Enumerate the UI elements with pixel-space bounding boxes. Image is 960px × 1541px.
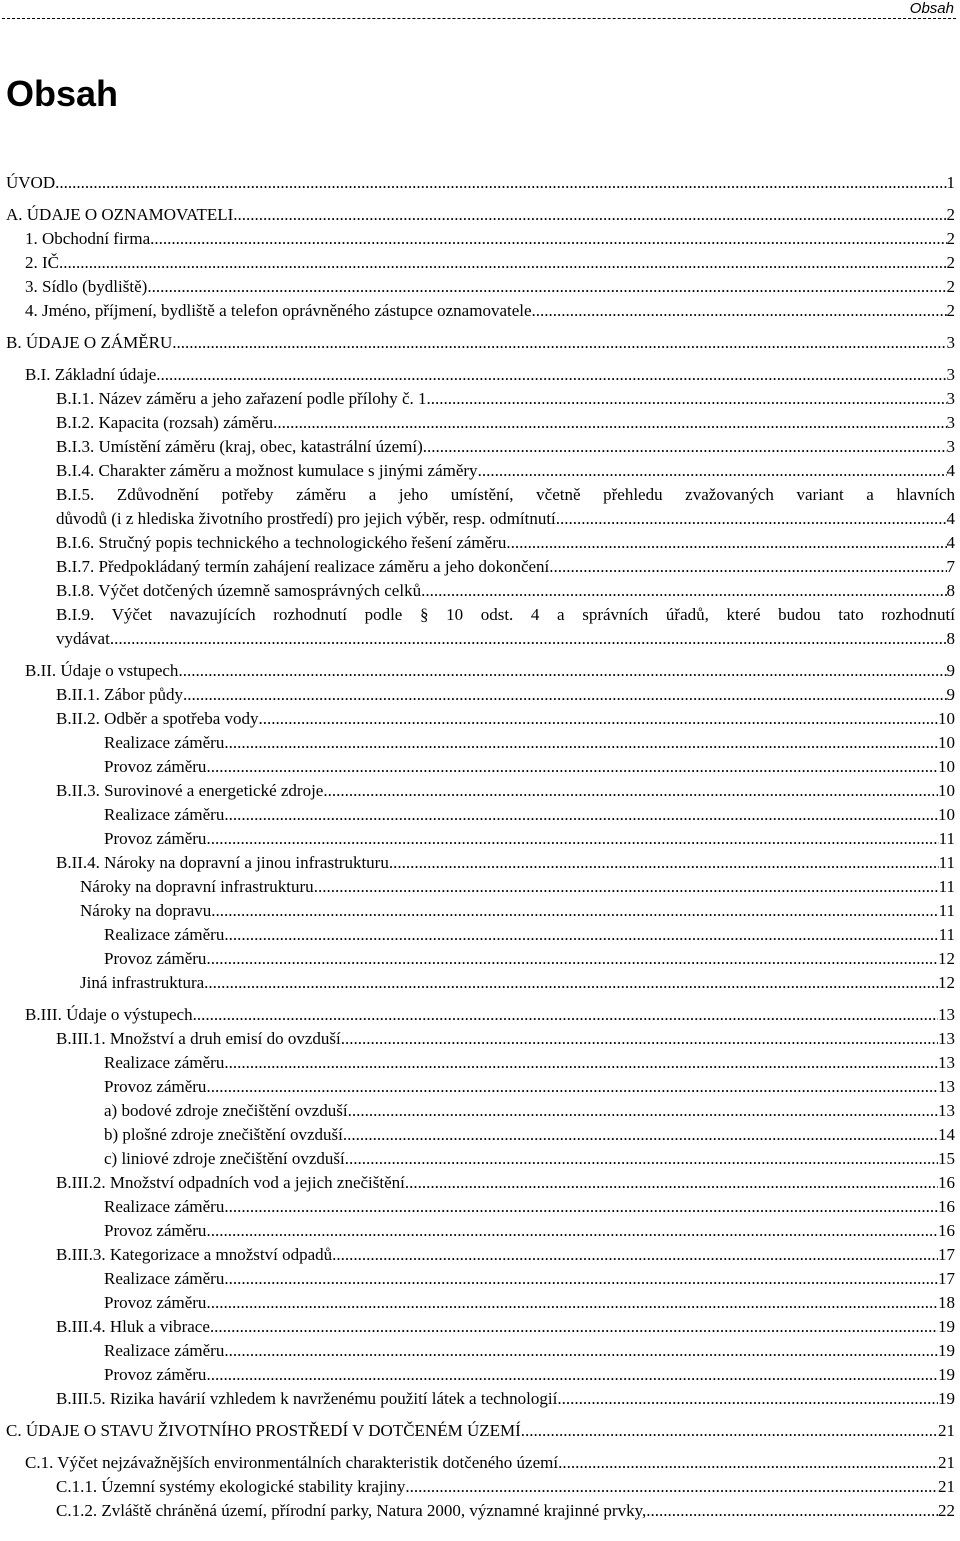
toc-dot-leader bbox=[210, 1315, 938, 1339]
toc-page-number: 11 bbox=[938, 853, 955, 872]
toc-dot-leader bbox=[314, 875, 939, 899]
toc-entry[interactable] bbox=[6, 875, 955, 899]
toc-entry-title: B.I.9. Výčet navazujících rozhodnutí podle § 10 odst. 4 a správních úřadů, které budou tato rozhodnutí bbox=[56, 605, 955, 624]
toc-page-number: 1 bbox=[946, 173, 955, 192]
toc-entry-title: A. ÚDAJE O OZNAMOVATELI bbox=[6, 205, 234, 224]
toc-entry[interactable] bbox=[6, 827, 955, 851]
toc-entry-title: Realizace záměru bbox=[104, 1197, 225, 1216]
toc-entry[interactable] bbox=[6, 923, 955, 947]
toc-entry-title: Provoz záměru bbox=[104, 1365, 207, 1384]
toc-entry-title: Nároky na dopravu bbox=[80, 901, 212, 920]
toc-page-number: 9 bbox=[946, 661, 955, 680]
toc-dot-leader bbox=[558, 1451, 938, 1475]
toc-page-number: 11 bbox=[938, 901, 955, 920]
toc-dot-leader bbox=[405, 1171, 938, 1195]
toc-entry[interactable] bbox=[6, 683, 955, 707]
toc-page-number: 19 bbox=[938, 1365, 955, 1384]
toc-dot-leader bbox=[147, 275, 946, 299]
toc-entry-title: Provoz záměru bbox=[104, 949, 207, 968]
toc-entry-title: B.III.3. Kategorizace a množství odpadů bbox=[56, 1245, 333, 1264]
toc-entry[interactable] bbox=[6, 1171, 955, 1195]
toc-dot-leader bbox=[348, 1099, 938, 1123]
toc-entry[interactable] bbox=[6, 971, 955, 995]
toc-dot-leader bbox=[156, 363, 946, 387]
toc-entry[interactable] bbox=[6, 171, 955, 195]
toc-entry-title: 4. Jméno, příjmení, bydliště a telefon oprávněného zástupce oznamovatele bbox=[25, 301, 532, 320]
toc-entry[interactable] bbox=[6, 1475, 955, 1499]
toc-page-number: 10 bbox=[938, 805, 955, 824]
toc-entry-title: Provoz záměru bbox=[104, 1077, 207, 1096]
toc-entry[interactable] bbox=[6, 755, 955, 779]
toc-page-number: 10 bbox=[938, 781, 955, 800]
toc-page-number: 16 bbox=[938, 1221, 955, 1240]
toc-entry-title: c) liniové zdroje znečištění ovzduší bbox=[104, 1149, 345, 1168]
toc-dot-leader bbox=[206, 1291, 938, 1315]
toc-page-number: 13 bbox=[938, 1101, 955, 1120]
toc-dot-leader bbox=[55, 171, 946, 195]
toc-entry-title: Provoz záměru bbox=[104, 1293, 207, 1312]
toc-entry[interactable] bbox=[6, 1075, 955, 1099]
toc-entry-title: Realizace záměru bbox=[104, 1341, 225, 1360]
toc-entry-title-continued: vydávat bbox=[56, 629, 110, 648]
toc-entry-title: C.1. Výčet nejzávažnějších environmentálních charakteristik dotčeného území bbox=[25, 1453, 559, 1472]
toc-dot-leader bbox=[521, 1419, 938, 1443]
toc-entry[interactable] bbox=[6, 1387, 955, 1411]
toc-entry[interactable] bbox=[6, 1003, 955, 1027]
toc-entry[interactable] bbox=[6, 1339, 955, 1363]
toc-dot-leader bbox=[59, 251, 947, 275]
toc-dot-leader bbox=[389, 851, 939, 875]
toc-page-number: 21 bbox=[938, 1453, 955, 1472]
header-rule bbox=[2, 18, 956, 19]
toc-entry-title: B.III.5. Rizika havárií vzhledem k navrženému použití látek a technologií bbox=[56, 1389, 558, 1408]
toc-dot-leader bbox=[646, 1499, 938, 1523]
toc-entry[interactable] bbox=[6, 579, 955, 603]
toc-dot-leader bbox=[421, 579, 946, 603]
toc-entry[interactable] bbox=[6, 531, 955, 555]
toc-entry-title: Jiná infrastruktura bbox=[80, 973, 205, 992]
toc-dot-leader bbox=[206, 827, 938, 851]
toc-dot-leader bbox=[345, 1147, 938, 1171]
toc-entry[interactable] bbox=[6, 1419, 955, 1443]
toc-entry-title: Realizace záměru bbox=[104, 733, 225, 752]
toc-entry[interactable] bbox=[6, 707, 955, 731]
toc-entry[interactable] bbox=[6, 275, 955, 299]
toc-entry[interactable] bbox=[6, 227, 955, 251]
toc-page-number: 13 bbox=[938, 1005, 955, 1024]
toc-page-number: 3 bbox=[946, 333, 955, 352]
toc-dot-leader bbox=[341, 1027, 938, 1051]
toc-entry-title: Nároky na dopravní infrastrukturu bbox=[80, 877, 314, 896]
toc-dot-leader bbox=[423, 435, 947, 459]
toc-dot-leader bbox=[557, 1387, 938, 1411]
toc-entry-title: B.III.2. Množství odpadních vod a jejich znečištění bbox=[56, 1173, 405, 1192]
toc-page-number: 8 bbox=[946, 629, 955, 648]
toc-entry-title: B.II.2. Odběr a spotřeba vody bbox=[56, 709, 259, 728]
toc-entry[interactable] bbox=[6, 555, 955, 579]
toc-entry[interactable] bbox=[6, 947, 955, 971]
toc-page-number: 2 bbox=[946, 205, 955, 224]
toc-dot-leader bbox=[206, 1219, 938, 1243]
toc-dot-leader bbox=[193, 1003, 938, 1027]
toc-page-number: 11 bbox=[938, 829, 955, 848]
toc-page-number: 7 bbox=[946, 557, 955, 576]
toc-entry[interactable] bbox=[6, 331, 955, 355]
toc-dot-leader bbox=[224, 1267, 938, 1291]
toc-entry-title: Realizace záměru bbox=[104, 805, 225, 824]
toc-page-number: 17 bbox=[938, 1245, 955, 1264]
toc-page-number: 4 bbox=[946, 509, 955, 528]
toc-entry[interactable] bbox=[6, 1243, 955, 1267]
toc-entry[interactable] bbox=[6, 851, 955, 875]
toc-dot-leader bbox=[556, 507, 947, 531]
toc-entry[interactable] bbox=[6, 1051, 955, 1075]
toc-entry-title: C. ÚDAJE O STAVU ŽIVOTNÍHO PROSTŘEDÍ V DOTČENÉM ÚZEMÍ bbox=[6, 1421, 521, 1440]
toc-page-number: 3 bbox=[946, 389, 955, 408]
toc-entry-title: B.I.1. Název záměru a jeho zařazení podle přílohy č. 1 bbox=[56, 389, 427, 408]
toc-page-number: 16 bbox=[938, 1197, 955, 1216]
toc-dot-leader bbox=[323, 779, 938, 803]
toc-dot-leader bbox=[532, 299, 947, 323]
toc-dot-leader bbox=[233, 203, 946, 227]
toc-entry[interactable] bbox=[6, 299, 955, 323]
toc-dot-leader bbox=[427, 387, 947, 411]
toc-entry-title: B.I.4. Charakter záměru a možnost kumulace s jinými záměry bbox=[56, 461, 478, 480]
toc-page-number: 11 bbox=[938, 877, 955, 896]
toc-dot-leader bbox=[478, 459, 947, 483]
toc-entry-title: B.I.5. Zdůvodnění potřeby záměru a jeho umístění, včetně přehledu zvažovaných variant a hlavních bbox=[56, 485, 955, 504]
toc-entry[interactable] bbox=[6, 1315, 955, 1339]
toc-dot-leader bbox=[204, 971, 938, 995]
toc-entry[interactable] bbox=[6, 1219, 955, 1243]
toc-entry-title: ÚVOD bbox=[6, 173, 56, 192]
toc-dot-leader bbox=[405, 1475, 938, 1499]
toc-entry-title: Provoz záměru bbox=[104, 829, 207, 848]
toc-dot-leader bbox=[224, 923, 938, 947]
toc-entry-title: C.1.2. Zvláště chráněná území, přírodní parky, Natura 2000, významné krajinné prvky, bbox=[56, 1501, 647, 1520]
toc-entry[interactable] bbox=[6, 1291, 955, 1315]
toc-dot-leader bbox=[259, 707, 938, 731]
toc-entry-title: b) plošné zdroje znečištění ovzduší bbox=[104, 1125, 343, 1144]
toc-entry[interactable] bbox=[6, 779, 955, 803]
toc-page-number: 4 bbox=[946, 533, 955, 552]
toc-page-number: 19 bbox=[938, 1317, 955, 1336]
toc-entry-title: B.III.1. Množství a druh emisí do ovzduší bbox=[56, 1029, 341, 1048]
toc-dot-leader bbox=[224, 1051, 938, 1075]
toc-dot-leader bbox=[150, 227, 946, 251]
toc-entry-title: B.II.1. Zábor půdy bbox=[56, 685, 184, 704]
toc-page-number: 22 bbox=[938, 1501, 955, 1520]
toc-entry-title: B.I.8. Výčet dotčených územně samosprávných celků bbox=[56, 581, 422, 600]
toc-entry[interactable] bbox=[6, 1499, 955, 1523]
toc-page-number: 19 bbox=[938, 1341, 955, 1360]
toc-page-number: 2 bbox=[946, 277, 955, 296]
toc-page-number: 21 bbox=[938, 1477, 955, 1496]
toc-dot-leader bbox=[224, 803, 938, 827]
toc-entry-title: B.I.7. Předpokládaný termín zahájení realizace záměru a jeho dokončení bbox=[56, 557, 550, 576]
toc-entry[interactable] bbox=[6, 899, 955, 923]
toc-entry-title: B.III. Údaje o výstupech bbox=[25, 1005, 193, 1024]
toc-dot-leader bbox=[211, 899, 938, 923]
toc-entry-title: B.III.4. Hluk a vibrace bbox=[56, 1317, 210, 1336]
toc-dot-leader bbox=[273, 411, 946, 435]
toc-dot-leader bbox=[506, 531, 946, 555]
toc-entry[interactable] bbox=[6, 435, 955, 459]
toc-entry[interactable] bbox=[6, 203, 955, 227]
toc-entry-title: B.I.6. Stručný popis technického a technologického řešení záměru bbox=[56, 533, 507, 552]
toc-entry[interactable] bbox=[6, 803, 955, 827]
toc-entry-title: 1. Obchodní firma bbox=[25, 229, 151, 248]
toc-page-number: 13 bbox=[938, 1053, 955, 1072]
toc-entry[interactable] bbox=[6, 483, 955, 531]
running-header-title: Obsah bbox=[909, 0, 954, 17]
toc-entry-title: Realizace záměru bbox=[104, 1269, 225, 1288]
toc-entry[interactable] bbox=[6, 363, 955, 387]
toc-page-number: 18 bbox=[938, 1293, 955, 1312]
toc-page-number: 14 bbox=[938, 1125, 955, 1144]
toc-entry-title: B.I.2. Kapacita (rozsah) záměru bbox=[56, 413, 274, 432]
toc-entry[interactable] bbox=[6, 387, 955, 411]
page-title: Obsah bbox=[6, 73, 119, 114]
toc-page-number: 2 bbox=[946, 229, 955, 248]
toc-entry[interactable] bbox=[6, 251, 955, 275]
toc-dot-leader bbox=[172, 331, 946, 355]
toc-entry[interactable] bbox=[6, 1195, 955, 1219]
toc-dot-leader bbox=[343, 1123, 938, 1147]
toc-entry[interactable] bbox=[6, 1099, 955, 1123]
toc-page-number: 11 bbox=[938, 925, 955, 944]
toc-page-number: 10 bbox=[938, 757, 955, 776]
toc-entry[interactable] bbox=[6, 1123, 955, 1147]
toc-dot-leader bbox=[206, 755, 938, 779]
toc-dot-leader bbox=[549, 555, 946, 579]
toc-entry[interactable] bbox=[6, 1147, 955, 1171]
toc-entry-title-continued: důvodů (i z hlediska životního prostředí) pro jejich výběr, resp. odmítnutí bbox=[56, 509, 556, 528]
toc-page-number: 12 bbox=[938, 973, 955, 992]
toc-entry[interactable] bbox=[6, 603, 955, 651]
toc-page-number: 10 bbox=[938, 733, 955, 752]
toc-entry-title: B.II.3. Surovinové a energetické zdroje bbox=[56, 781, 324, 800]
toc-page-number: 17 bbox=[938, 1269, 955, 1288]
toc-entry-title: B.I.3. Umístění záměru (kraj, obec, katastrální území) bbox=[56, 437, 423, 456]
toc-entry[interactable] bbox=[6, 731, 955, 755]
toc-entry-title: Provoz záměru bbox=[104, 757, 207, 776]
toc-entry[interactable] bbox=[6, 1267, 955, 1291]
toc-dot-leader bbox=[178, 659, 946, 683]
toc-dot-leader bbox=[206, 1363, 938, 1387]
toc-entry-title: 3. Sídlo (bydliště) bbox=[25, 277, 148, 296]
toc-dot-leader bbox=[224, 731, 938, 755]
toc-page-number: 3 bbox=[946, 437, 955, 456]
toc-entry[interactable] bbox=[6, 1027, 955, 1051]
toc-page-number: 4 bbox=[946, 461, 955, 480]
toc-entry-title: B.II.4. Nároky na dopravní a jinou infrastrukturu bbox=[56, 853, 389, 872]
toc-page-number: 10 bbox=[938, 709, 955, 728]
toc-entry[interactable] bbox=[6, 1451, 955, 1475]
toc-page-number: 3 bbox=[946, 365, 955, 384]
toc-dot-leader bbox=[206, 947, 938, 971]
toc-entry-title: C.1.1. Územní systémy ekologické stability krajiny bbox=[56, 1477, 406, 1496]
toc-page-number: 19 bbox=[938, 1389, 955, 1408]
toc-entry[interactable] bbox=[6, 411, 955, 435]
toc-dot-leader bbox=[183, 683, 946, 707]
toc-page-number: 13 bbox=[938, 1029, 955, 1048]
table-of-contents bbox=[6, 171, 955, 1523]
toc-dot-leader bbox=[332, 1243, 938, 1267]
toc-entry-title: B. ÚDAJE O ZÁMĚRU bbox=[6, 333, 173, 352]
toc-dot-leader bbox=[224, 1195, 938, 1219]
toc-entry[interactable] bbox=[6, 1363, 955, 1387]
toc-entry-title: Realizace záměru bbox=[104, 1053, 225, 1072]
toc-dot-leader bbox=[206, 1075, 938, 1099]
toc-page-number: 3 bbox=[946, 413, 955, 432]
toc-entry-title: a) bodové zdroje znečištění ovzduší bbox=[104, 1101, 348, 1120]
toc-page-number: 13 bbox=[938, 1077, 955, 1096]
toc-page-number: 12 bbox=[938, 949, 955, 968]
toc-page-number: 9 bbox=[946, 685, 955, 704]
toc-entry-title: B.II. Údaje o vstupech bbox=[25, 661, 179, 680]
toc-page-number: 2 bbox=[946, 301, 955, 320]
toc-entry-title: Realizace záměru bbox=[104, 925, 225, 944]
toc-page-number: 21 bbox=[938, 1421, 955, 1440]
toc-page-number: 15 bbox=[938, 1149, 955, 1168]
toc-page-number: 2 bbox=[946, 253, 955, 272]
toc-entry[interactable] bbox=[6, 459, 955, 483]
toc-entry-title: 2. IČ bbox=[25, 253, 59, 272]
toc-page-number: 16 bbox=[938, 1173, 955, 1192]
toc-entry-title: B.I. Základní údaje bbox=[25, 365, 157, 384]
toc-page-number: 8 bbox=[946, 581, 955, 600]
toc-entry[interactable] bbox=[6, 659, 955, 683]
toc-entry-title: Provoz záměru bbox=[104, 1221, 207, 1240]
toc-dot-leader bbox=[224, 1339, 938, 1363]
toc-dot-leader bbox=[110, 627, 947, 651]
